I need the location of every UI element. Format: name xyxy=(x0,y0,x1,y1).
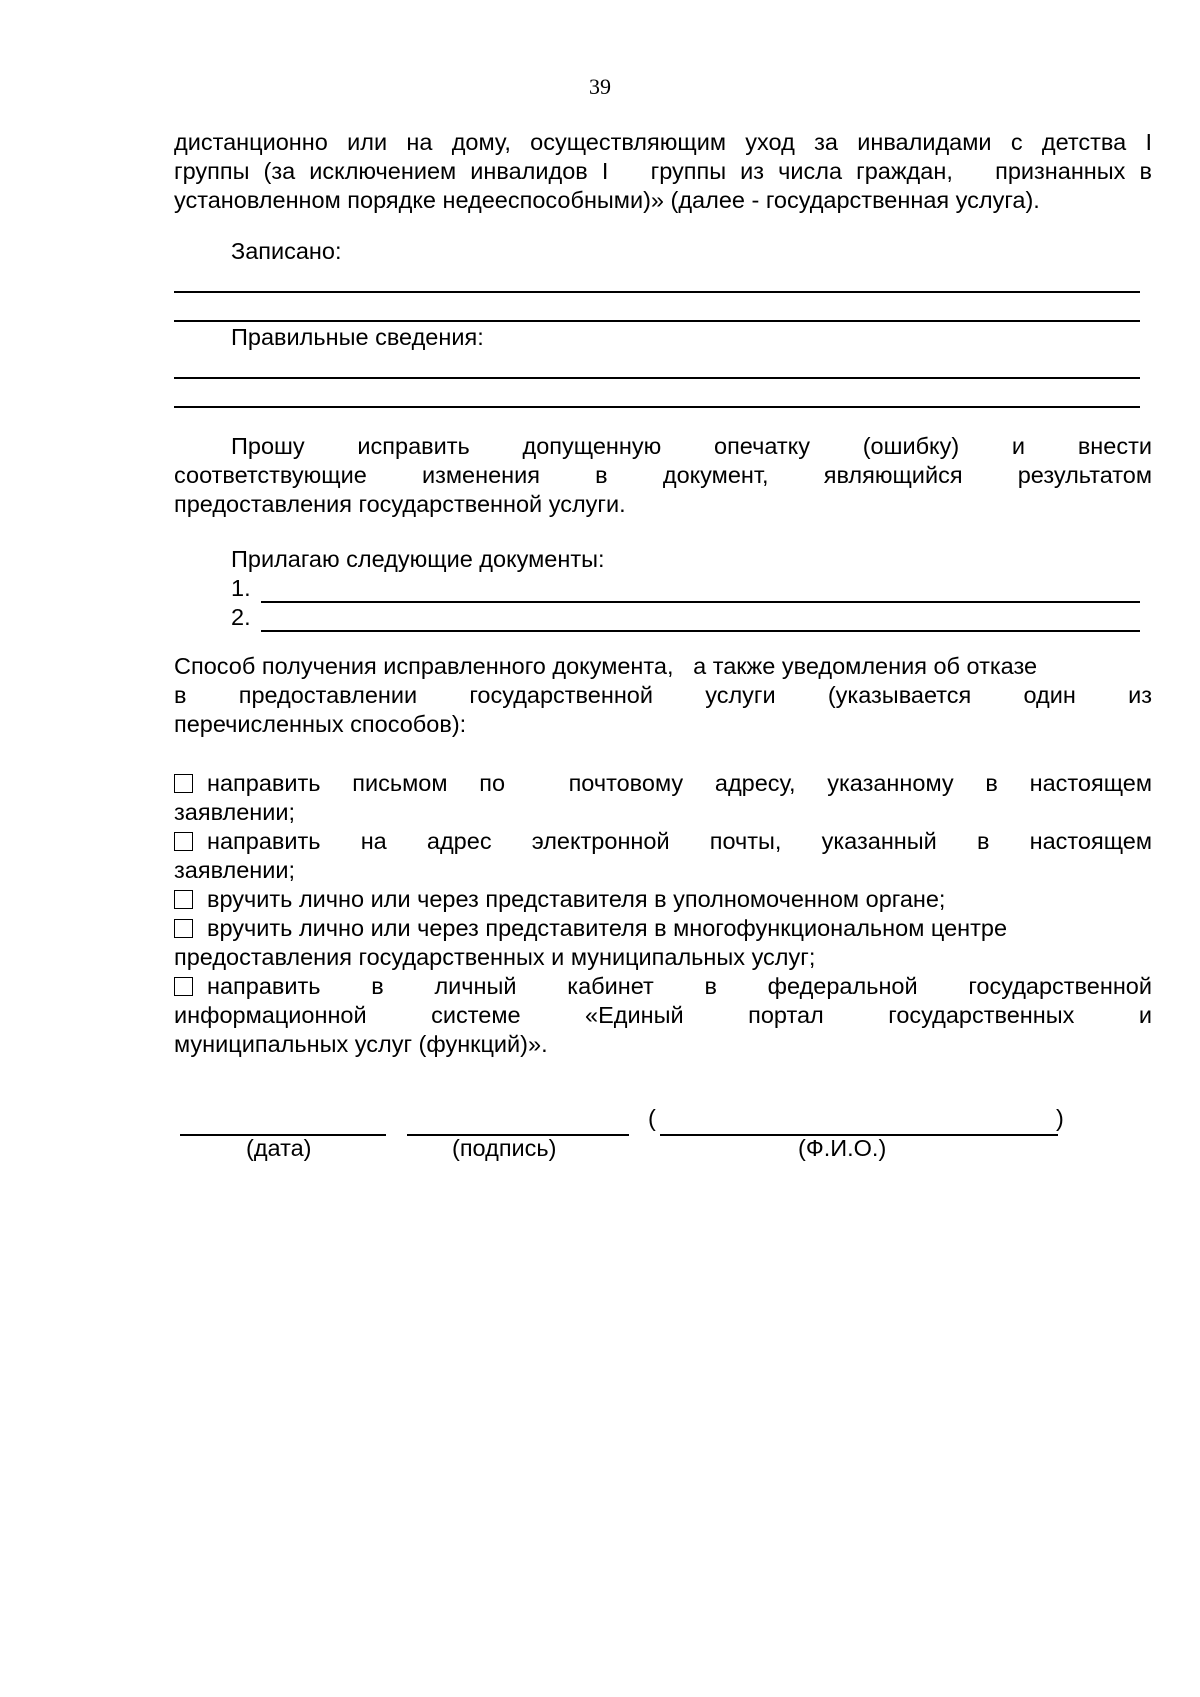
option-postal-text: направить письмом по почтовому адресу, указанному в настоящем xyxy=(207,770,1152,796)
checkbox-portal[interactable] xyxy=(174,977,193,996)
intro-line: дистанционно или на дому, осуществляющим уход за инвалидами с детства I xyxy=(174,129,1152,155)
signature-caption: (подпись) xyxy=(452,1135,557,1161)
option-email[interactable] xyxy=(174,827,1152,856)
attachment-fill-line[interactable] xyxy=(261,577,1140,603)
method-line: перечисленных способов): xyxy=(174,711,467,737)
attachment-item-1[interactable] xyxy=(231,574,1140,603)
name-caption: (Ф.И.О.) xyxy=(798,1135,887,1161)
intro-line: группы (за исключением инвалидов I группы из числа граждан, признанных в xyxy=(174,158,1152,184)
option-portal-text: направить в личный кабинет в федеральной государственной xyxy=(207,973,1152,999)
attachment-number: 1. xyxy=(231,575,251,601)
intro-line: установленном порядке недееспособными)» (далее - государственная услуга). xyxy=(174,187,1040,213)
option-portal[interactable] xyxy=(174,972,1152,1001)
correct-info-line-1[interactable] xyxy=(174,377,1140,379)
request-line: Прошу исправить допущенную опечатку (ошибку) и внести xyxy=(231,433,1152,459)
method-paragraph xyxy=(174,652,1152,739)
option-email-text: направить на адрес электронной почты, указанный в настоящем xyxy=(207,828,1152,854)
correct-info-line-2[interactable] xyxy=(174,406,1140,408)
option-portal-cont: муниципальных услуг (функций)». xyxy=(174,1031,548,1057)
checkbox-postal[interactable] xyxy=(174,774,193,793)
option-portal-cont: информационной системе «Единый портал государственных и xyxy=(174,1002,1152,1028)
date-caption: (дата) xyxy=(246,1135,312,1161)
attachment-item-2[interactable] xyxy=(231,603,1140,632)
method-line: в предоставлении государственной услуги (указывается один из xyxy=(174,682,1152,708)
page-number: 39 xyxy=(589,74,611,99)
correct-info-label: Правильные сведения: xyxy=(231,324,484,350)
checkbox-authority[interactable] xyxy=(174,890,193,909)
request-line: предоставления государственной услуги. xyxy=(174,491,626,517)
attachment-number: 2. xyxy=(231,604,251,630)
recorded-label: Записано: xyxy=(231,238,342,264)
option-mfc-cont: предоставления государственных и муниципальных услуг; xyxy=(174,944,816,970)
checkbox-mfc[interactable] xyxy=(174,919,193,938)
method-line: Способ получения исправленного документа, а также уведомления об отказе xyxy=(174,653,1038,679)
option-postal-cont: заявлении; xyxy=(174,799,296,825)
recorded-line-2[interactable] xyxy=(174,320,1140,322)
attachments-label: Прилагаю следующие документы: xyxy=(231,546,605,572)
recorded-line-1[interactable] xyxy=(174,291,1140,293)
option-mfc-text: вручить лично или через представителя в многофункциональном центре xyxy=(207,915,1008,941)
name-close-paren: ) xyxy=(1056,1105,1064,1131)
attachment-fill-line[interactable] xyxy=(261,606,1140,632)
name-open-paren: ( xyxy=(648,1105,656,1131)
option-authority-text: вручить лично или через представителя в уполномоченном органе; xyxy=(207,886,946,912)
option-authority[interactable] xyxy=(174,885,1152,914)
option-mfc[interactable] xyxy=(174,914,1152,943)
intro-paragraph xyxy=(174,128,1152,215)
delivery-options xyxy=(174,769,1152,1059)
option-email-cont: заявлении; xyxy=(174,857,296,883)
checkbox-email[interactable] xyxy=(174,832,193,851)
request-paragraph xyxy=(174,432,1152,519)
option-postal[interactable] xyxy=(174,769,1152,798)
request-line: соответствующие изменения в документ, являющийся результатом xyxy=(174,462,1152,488)
